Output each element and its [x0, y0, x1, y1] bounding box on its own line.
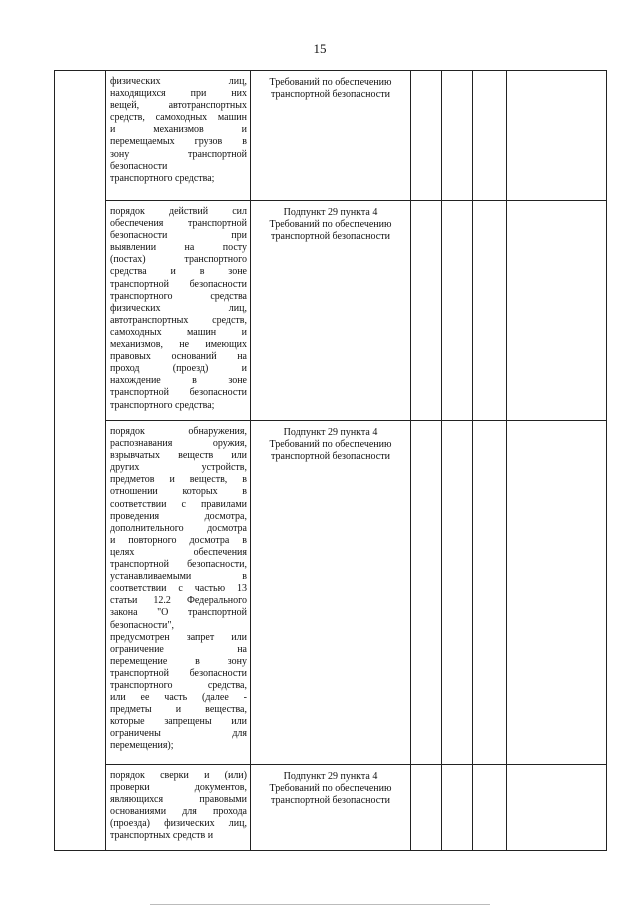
- description-line: других устройств,: [110, 462, 247, 474]
- table-row: [55, 421, 607, 765]
- description-cell: [106, 71, 251, 201]
- description-text: [106, 765, 250, 847]
- table-row: [55, 765, 607, 851]
- reference-text: [251, 421, 410, 467]
- description-line: и повторного досмотра в: [110, 534, 247, 546]
- description-line: предусмотрен запрет или: [110, 631, 247, 643]
- description-line: транспортного средства,: [110, 679, 247, 691]
- empty-cell: [442, 421, 473, 765]
- reference-line: Подпункт 29 пункта 4: [283, 427, 378, 438]
- description-line: безопасности при: [110, 230, 247, 242]
- empty-cell: [442, 765, 473, 851]
- description-line: (проезда) физических лиц,: [110, 818, 247, 830]
- description-line: безопасности",: [110, 619, 174, 631]
- description-line: основаниями для прохода: [110, 806, 247, 818]
- reference-line: Требований по обеспечению: [269, 77, 392, 88]
- reference-line: Требований по обеспечению: [269, 439, 392, 451]
- reference-line: Подпункт 29 пункта 4: [283, 771, 378, 782]
- description-cell: [106, 421, 251, 765]
- description-line: или ее часть (далее -: [110, 692, 247, 704]
- description-line: предметов и веществ, в: [110, 474, 247, 486]
- reference-line: транспортной безопасности: [271, 89, 390, 101]
- description-line: порядок действий сил: [110, 206, 247, 217]
- reference-cell: [251, 71, 411, 201]
- description-line: нахождение в зоне: [110, 375, 247, 387]
- empty-cell: [442, 201, 473, 421]
- reference-text: [251, 765, 410, 811]
- page-number: 15: [313, 41, 327, 56]
- description-line: транспортной безопасности: [110, 278, 247, 290]
- requirements-table: [54, 70, 607, 851]
- reference-cell: [251, 201, 411, 421]
- description-text: [106, 421, 250, 757]
- reference-cell: [251, 421, 411, 765]
- description-line: взрывчатых веществ или: [110, 450, 247, 462]
- description-line: которые запрещены или: [110, 716, 247, 728]
- description-line: порядок сверки и (или): [110, 770, 247, 781]
- description-text: [106, 201, 250, 416]
- description-line: ограничение на: [110, 643, 247, 655]
- empty-cell: [411, 421, 442, 765]
- description-text: [106, 71, 250, 189]
- description-line: отношении которых в: [110, 486, 247, 498]
- description-line: транспортного средства;: [110, 172, 215, 184]
- number-cell: [55, 71, 106, 851]
- description-line: обеспечения транспортной: [110, 218, 247, 230]
- empty-cell: [473, 201, 507, 421]
- description-line: транспортной безопасности: [110, 387, 247, 399]
- description-line: соответствии с частью 13: [110, 583, 247, 595]
- empty-cell: [473, 71, 507, 201]
- description-line: предметы и вещества,: [110, 704, 247, 716]
- empty-cell: [411, 765, 442, 851]
- reference-line: транспортной безопасности: [271, 451, 390, 463]
- description-line: дополнительного досмотра: [110, 522, 247, 534]
- description-line: проверки документов,: [110, 782, 247, 794]
- empty-cell: [411, 71, 442, 201]
- empty-cell: [507, 71, 607, 201]
- description-line: самоходных машин и: [110, 326, 247, 338]
- description-line: ограничены для: [110, 728, 247, 740]
- description-line: зону транспортной: [110, 148, 247, 160]
- description-line: порядок обнаружения,: [110, 426, 247, 437]
- description-line: транспортного средства;: [110, 399, 215, 411]
- reference-line: транспортной безопасности: [271, 795, 390, 807]
- empty-cell: [411, 201, 442, 421]
- description-line: проход (проезд) и: [110, 363, 247, 375]
- empty-cell: [442, 71, 473, 201]
- description-line: транспортных средств и: [110, 830, 214, 842]
- description-line: перемещения);: [110, 740, 174, 752]
- description-line: распознавания оружия,: [110, 438, 247, 450]
- description-line: физических лиц,: [110, 76, 247, 87]
- description-line: правовых оснований на: [110, 351, 247, 363]
- reference-line: транспортной безопасности: [271, 231, 390, 243]
- description-cell: [106, 765, 251, 851]
- description-line: выявлении на посту: [110, 242, 247, 254]
- description-line: перемещение в зону: [110, 655, 247, 667]
- empty-cell: [507, 765, 607, 851]
- empty-cell: [507, 421, 607, 765]
- description-line: целях обеспечения: [110, 546, 247, 558]
- description-line: проведения досмотра,: [110, 510, 247, 522]
- description-line: средства и в зоне: [110, 266, 247, 278]
- description-line: вещей, автотранспортных: [110, 100, 247, 112]
- description-line: статьи 12.2 Федерального: [110, 595, 247, 607]
- description-line: транспортной безопасности,: [110, 559, 247, 571]
- description-line: находящихся при них: [110, 88, 247, 100]
- reference-line: Требований по обеспечению: [269, 219, 392, 231]
- reference-line: Требований по обеспечению: [269, 783, 392, 795]
- table-row: [55, 71, 607, 201]
- empty-cell: [507, 201, 607, 421]
- reference-cell: [251, 765, 411, 851]
- description-cell: [106, 201, 251, 421]
- description-line: транспортного средства: [110, 290, 247, 302]
- description-line: закона "О транспортной: [110, 607, 247, 619]
- empty-cell: [473, 421, 507, 765]
- description-line: перемещаемых грузов в: [110, 136, 247, 148]
- description-line: транспортной безопасности: [110, 667, 247, 679]
- table-row: [55, 201, 607, 421]
- description-line: безопасности: [110, 160, 168, 172]
- empty-cell: [473, 765, 507, 851]
- description-line: и механизмов и: [110, 124, 247, 136]
- description-line: являющихся правовыми: [110, 794, 247, 806]
- description-line: устанавливаемыми в: [110, 571, 247, 583]
- description-line: автотранспортных средств,: [110, 314, 247, 326]
- description-line: механизмов, не имеющих: [110, 339, 247, 351]
- reference-line: Подпункт 29 пункта 4: [283, 207, 378, 218]
- description-line: физических лиц,: [110, 302, 247, 314]
- description-line: соответствии с правилами: [110, 498, 247, 510]
- reference-text: [251, 71, 410, 105]
- description-line: (постах) транспортного: [110, 254, 247, 266]
- reference-text: [251, 201, 410, 247]
- description-line: средств, самоходных машин: [110, 112, 247, 124]
